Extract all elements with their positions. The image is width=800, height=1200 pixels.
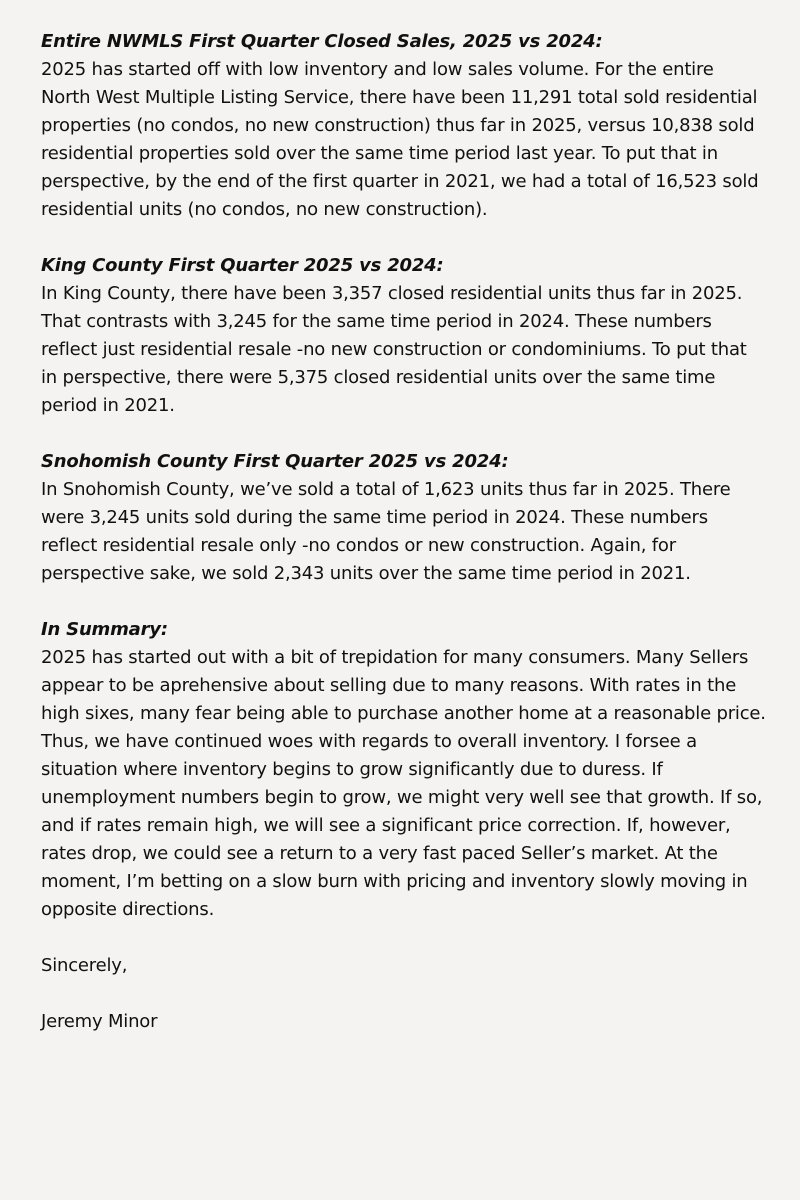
signature-name: Jeremy Minor: [41, 1011, 158, 1032]
section-body: 2025 has started off with low inventory and low sales volume. For the entire North West Multiple Listing Service, there have been 11,291 total sold residential properties (no condos, no new construction) thus far in 2025, versus 10,838 sold residential properties sold over the same time period last year. To put that in perspective, by the end of the first quarter in 2021, we had a total of 16,523 sold residential units (no condos, no new construction).: [41, 59, 759, 220]
section-heading: Snohomish County First Quarter 2025 vs 2024:: [41, 451, 509, 472]
closing-salutation: Sincerely,: [41, 955, 128, 976]
section-snohomish-county: [41, 448, 766, 588]
section-summary: [41, 616, 766, 924]
section-nwmls: [41, 28, 766, 224]
section-heading: King County First Quarter 2025 vs 2024:: [41, 255, 444, 276]
section-heading: Entire NWMLS First Quarter Closed Sales, 2025 vs 2024:: [41, 31, 603, 52]
section-body: 2025 has started out with a bit of trepidation for many consumers. Many Sellers appear to be aprehensive about selling due to many reasons. With rates in the high sixes, many fear being able to purchase another home at a reasonable price. Thus, we have continued woes with regards to overall inventory. I forsee a situation where inventory begins to grow significantly due to duress. If unemployment numbers begin to grow, we might very well see that growth. If so, and if rates remain high, we will see a significant price correction. If, however, rates drop, we could see a return to a very fast paced Seller’s market. At the moment, I’m betting on a slow burn with pricing and inventory slowly moving in opposite directions.: [41, 647, 766, 920]
section-heading: In Summary:: [41, 619, 168, 640]
section-king-county: [41, 252, 766, 420]
section-body: In King County, there have been 3,357 closed residential units thus far in 2025. That contrasts with 3,245 for the same time period in 2024. These numbers reflect just residential resale -no new construction or condominiums. To put that in perspective, there were 5,375 closed residential units over the same time period in 2021.: [41, 283, 747, 416]
section-body: In Snohomish County, we’ve sold a total of 1,623 units thus far in 2025. There were 3,245 units sold during the same time period in 2024. These numbers reflect residential resale only -no condos or new construction. Again, for perspective sake, we sold 2,343 units over the same time period in 2021.: [41, 479, 731, 584]
